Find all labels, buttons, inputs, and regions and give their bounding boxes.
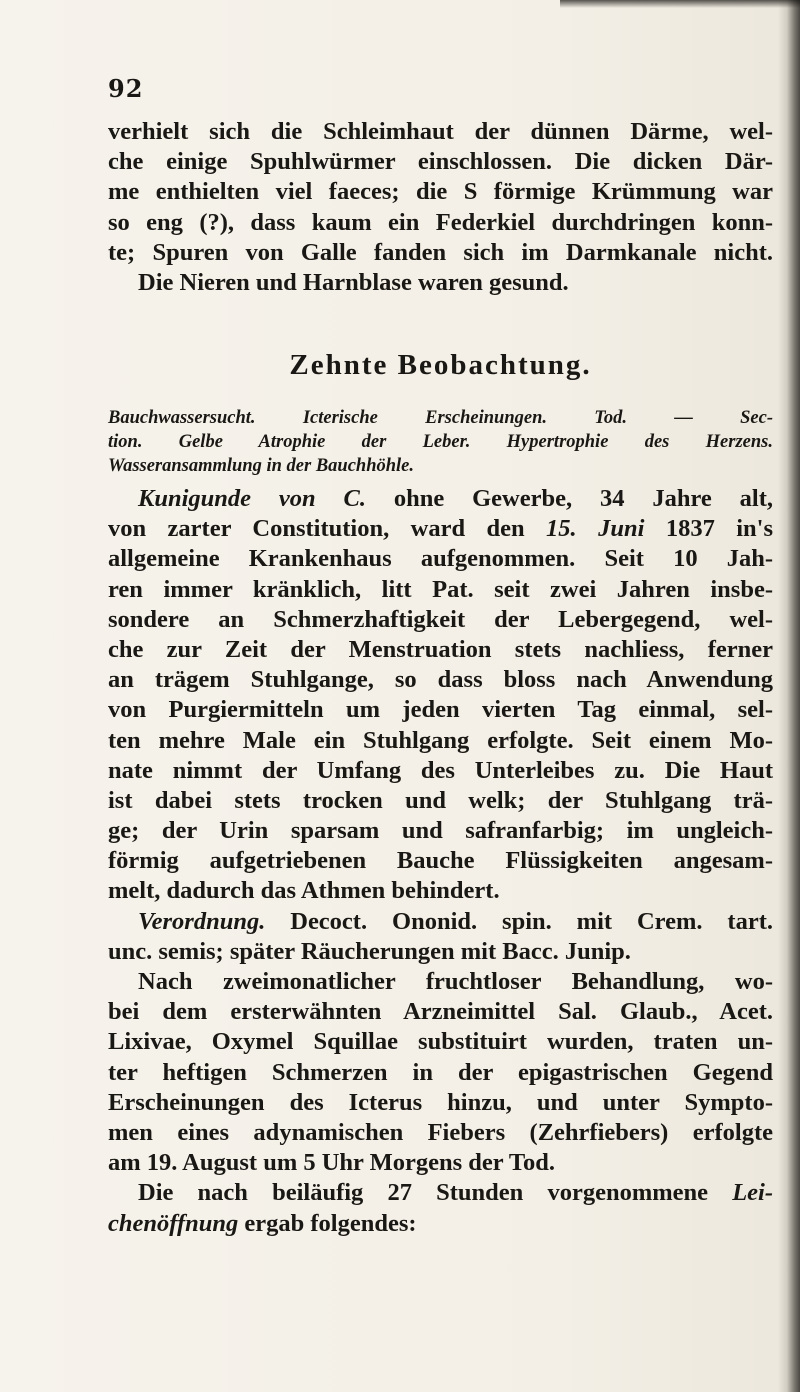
text-line: förmig aufgetriebenen Bauche Flüssigkeiten angesam- bbox=[108, 847, 773, 875]
text-line: ren immer kränklich, litt Pat. seit zwei Jahren insbe- bbox=[108, 575, 773, 603]
text-line: me enthielten viel faeces; die S förmige Krümmung war bbox=[108, 178, 773, 206]
summary-line: Bauchwassersucht. Icterische Erscheinungen. Tod. — Sec- bbox=[108, 408, 773, 428]
text-line: nate nimmt der Umfang des Unterleibes zu. Die Haut bbox=[108, 756, 773, 784]
text-line: Kunigunde von C. ohne Gewerbe, 34 Jahre alt, bbox=[138, 485, 773, 512]
page-number: 92 bbox=[108, 74, 144, 103]
page-top-shadow bbox=[560, 0, 800, 8]
text-line: te; Spuren von Galle fanden sich im Darmkanale nicht. bbox=[108, 238, 773, 266]
case-paragraph bbox=[108, 484, 773, 1239]
top-paragraph bbox=[108, 117, 773, 298]
text-line: ten mehre Male ein Stuhlgang erfolgte. Seit einem Mo- bbox=[108, 726, 773, 754]
leichenoeffnung-term: chenöffnung bbox=[108, 1209, 239, 1237]
text-line: melt, dadurch das Athmen behindert. bbox=[108, 877, 500, 905]
text-line: men eines adynamischen Fiebers (Zehrfiebers) erfolgte bbox=[108, 1118, 773, 1146]
text-line: chenöffnung ergab folgendes: bbox=[108, 1209, 417, 1237]
text-line: bei dem ersterwähnten Arzneimittel Sal. Glaub., Acet. bbox=[108, 998, 773, 1026]
text-line: ist dabei stets trocken und welk; der Stuhlgang trä- bbox=[108, 786, 773, 814]
text-line: von Purgiermitteln um jeden vierten Tag einmal, sel- bbox=[108, 696, 773, 724]
text-line: Die Nieren und Harnblase waren gesund. bbox=[138, 268, 569, 296]
verordnung-label: Verordnung. bbox=[138, 907, 266, 935]
text-line: Erscheinungen des Icterus hinzu, und unter Sympto- bbox=[108, 1088, 773, 1116]
page-edge-shadow bbox=[778, 0, 800, 1392]
text-line: sondere an Schmerzhaftigkeit der Lebergegend, wel- bbox=[108, 605, 773, 633]
text-line: von zarter Constitution, ward den 15. Juni 1837 in's bbox=[108, 515, 774, 543]
text-line: che zur Zeit der Menstruation stets nachliess, ferner bbox=[108, 635, 773, 663]
text-line: Die nach beiläufig 27 Stunden vorgenommene Lei- bbox=[138, 1179, 773, 1207]
text-line: an trägem Stuhlgange, so dass bloss nach Anwendung bbox=[108, 666, 773, 694]
admission-date: 15. Juni bbox=[546, 515, 645, 543]
text-line: unc. semis; später Räucherungen mit Bacc. Junip. bbox=[108, 937, 631, 965]
summary-line: Wasseransammlung in der Bauchhöhle. bbox=[108, 456, 415, 476]
text-line: ge; der Urin sparsam und safranfarbig; im ungleich- bbox=[108, 817, 773, 845]
patient-name: Kunigunde von C. bbox=[138, 485, 366, 512]
text-line: Lixivae, Oxymel Squillae substituirt wurden, traten un- bbox=[108, 1028, 773, 1056]
section-heading: Zehnte Beobachtung. bbox=[289, 349, 592, 381]
text-line: am 19. August um 5 Uhr Morgens der Tod. bbox=[108, 1149, 555, 1177]
text-line: so eng (?), dass kaum ein Federkiel durchdringen konn- bbox=[108, 208, 773, 236]
text-line: Verordnung. Decoct. Ononid. spin. mit Crem. tart. bbox=[138, 907, 773, 935]
summary-line: tion. Gelbe Atrophie der Leber. Hypertrophie des Herzens. bbox=[108, 432, 773, 452]
section-summary bbox=[108, 406, 773, 478]
text-line: che einige Spuhlwürmer einschlossen. Die dicken Där- bbox=[108, 148, 773, 176]
text-line: Nach zweimonatlicher fruchtloser Behandlung, wo- bbox=[138, 968, 773, 995]
text-line: ter heftigen Schmerzen in der epigastrischen Gegend bbox=[108, 1058, 773, 1086]
text-line: allgemeine Krankenhaus aufgenommen. Seit 10 Jah- bbox=[108, 545, 773, 573]
text-line: verhielt sich die Schleimhaut der dünnen Därme, wel- bbox=[108, 118, 773, 145]
